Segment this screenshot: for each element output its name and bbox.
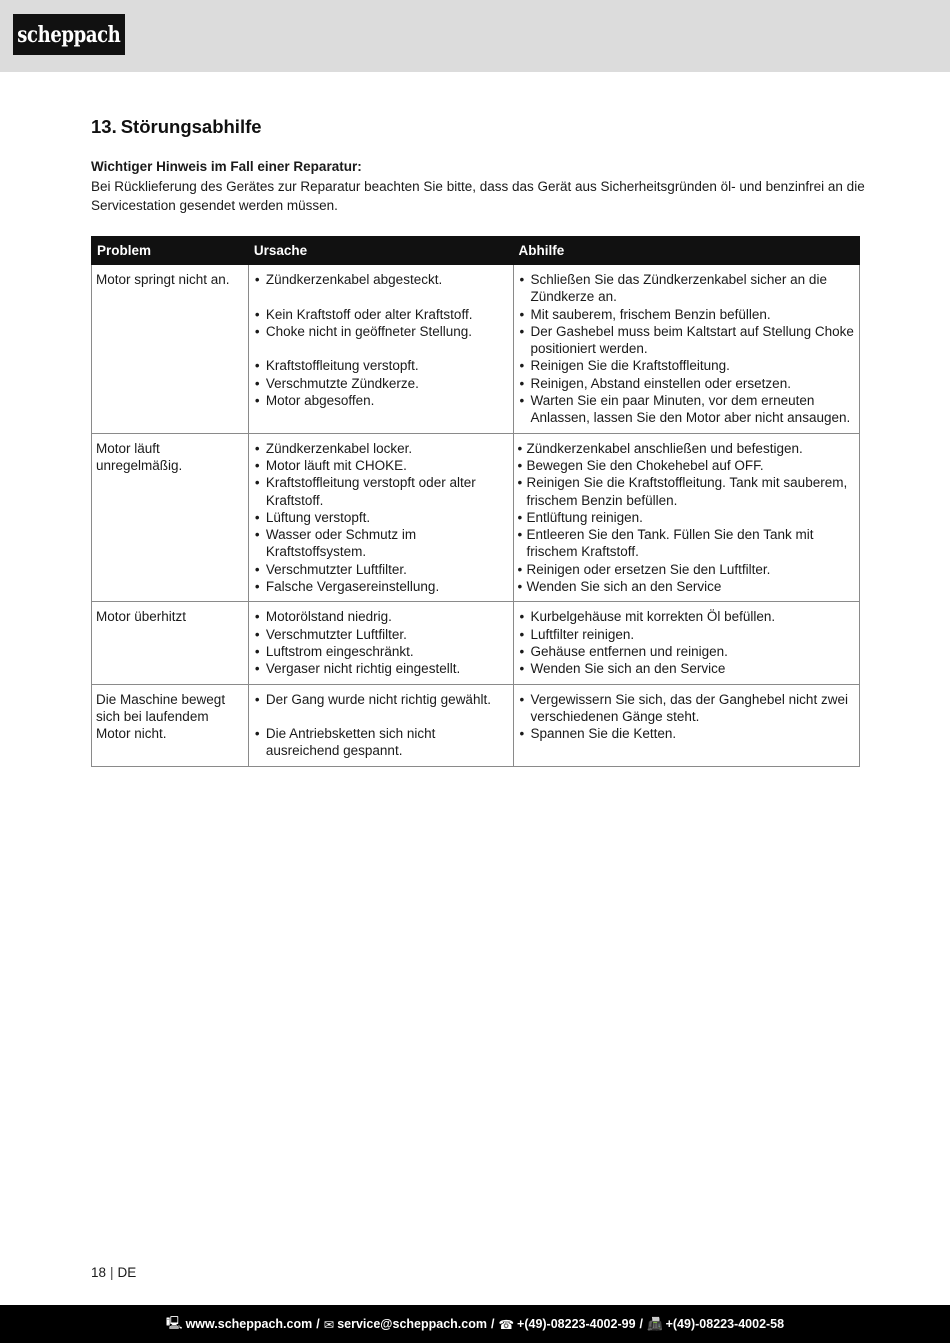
cause-item: • Die Antriebsketten sich nicht ausreichend gespannt. <box>253 725 509 760</box>
cause-item: • Luftstrom eingeschränkt. <box>253 643 509 660</box>
remedy-item: • Reinigen Sie die Kraftstoffleitung. Tank mit sauberem, frischem Benzin befüllen. <box>518 474 855 509</box>
troubleshooting-table <box>91 236 860 767</box>
remedy-item: • Reinigen oder ersetzen Sie den Luftfilter. <box>518 561 855 578</box>
table-row <box>92 602 860 684</box>
remedy-list <box>518 440 855 596</box>
problem-cell: Motor überhitzt <box>92 602 249 684</box>
cause-cell <box>248 265 513 434</box>
notice-heading: Wichtiger Hinweis im Fall einer Reparatur: <box>91 159 362 174</box>
footer-website[interactable]: www.scheppach.com <box>185 1317 313 1331</box>
section-title <box>91 116 262 138</box>
remedy-cell <box>513 602 859 684</box>
footer-divider: / <box>639 1317 644 1331</box>
logo-text: scheppach <box>17 21 121 48</box>
cause-item: • Wasser oder Schmutz im Kraftstoffsystem. <box>253 526 509 561</box>
page-language: DE <box>117 1265 137 1280</box>
footer-email[interactable]: service@scheppach.com <box>337 1317 487 1331</box>
header-cause: Ursache <box>248 237 513 265</box>
cause-item: • Choke nicht in geöffneter Stellung. <box>253 323 509 340</box>
cause-item: • Kraftstoffleitung verstopft. <box>253 357 509 374</box>
footer-fax: +(49)-08223-4002-58 <box>665 1317 785 1331</box>
computer-icon: 🖳 <box>165 1315 183 1330</box>
table-header-row <box>92 237 860 265</box>
cause-list <box>253 691 509 760</box>
remedy-item: • Reinigen, Abstand einstellen oder ersetzen. <box>518 375 855 392</box>
remedy-item: • Kurbelgehäuse mit korrekten Öl befüllen. <box>518 608 855 625</box>
remedy-item: • Zündkerzenkabel anschließen und befestigen. <box>518 440 855 457</box>
cause-list <box>253 271 509 409</box>
header-problem: Problem <box>92 237 249 265</box>
remedy-item: • Wenden Sie sich an den Service <box>518 660 855 677</box>
remedy-item: • Schließen Sie das Zündkerzenkabel sicher an die Zündkerze an. <box>518 271 855 306</box>
page-number <box>91 1265 136 1280</box>
page-number-value: 18 <box>91 1265 107 1280</box>
mail-icon: ✉ <box>323 1317 335 1332</box>
section-title-text: Störungsabhilfe <box>120 116 262 137</box>
cause-cell <box>248 684 513 766</box>
cause-cell <box>248 602 513 684</box>
remedy-cell <box>513 265 859 434</box>
footer-band <box>0 1305 950 1343</box>
remedy-item: • Gehäuse entfernen und reinigen. <box>518 643 855 660</box>
remedy-list <box>518 271 855 427</box>
cause-item: • Kraftstoffleitung verstopft oder alter Kraftstoff. <box>253 474 509 509</box>
cause-item: • Falsche Vergasereinstellung. <box>253 578 509 595</box>
remedy-list <box>518 691 855 743</box>
problem-cell: Motor läuft unregelmäßig. <box>92 433 249 602</box>
phone-icon: ☎ <box>498 1317 515 1332</box>
cause-list <box>253 608 509 677</box>
remedy-list <box>518 608 855 677</box>
remedy-item: • Entleeren Sie den Tank. Füllen Sie den Tank mit frischem Kraftstoff. <box>518 526 855 561</box>
remedy-cell <box>513 433 859 602</box>
remedy-item: • Vergewissern Sie sich, das der Ganghebel nicht zwei verschiedenen Gänge steht. <box>518 691 855 726</box>
fax-icon: 📠 <box>647 1316 663 1331</box>
remedy-item: • Luftfilter reinigen. <box>518 626 855 643</box>
cause-item: • Zündkerzenkabel abgesteckt. <box>253 271 509 288</box>
cause-item: • Verschmutzter Luftfilter. <box>253 626 509 643</box>
remedy-item: • Der Gashebel muss beim Kaltstart auf Stellung Choke positioniert werden. <box>518 323 855 358</box>
remedy-item: • Bewegen Sie den Chokehebel auf OFF. <box>518 457 855 474</box>
remedy-item: • Mit sauberem, frischem Benzin befüllen. <box>518 306 855 323</box>
footer-phone: +(49)-08223-4002-99 <box>517 1317 636 1331</box>
page-separator: | <box>110 1265 114 1280</box>
cause-item: • Der Gang wurde nicht richtig gewählt. <box>253 691 509 708</box>
header-remedy: Abhilfe <box>513 237 859 265</box>
cause-item: • Motor abgesoffen. <box>253 392 509 409</box>
cause-item: • Verschmutzte Zündkerze. <box>253 375 509 392</box>
cause-item: • Zündkerzenkabel locker. <box>253 440 509 457</box>
notice-body: Bei Rücklieferung des Gerätes zur Reparatur beachten Sie bitte, dass das Gerät aus Sicherheitsgründen öl- und benzinfrei an die Servicestation gesendet werden müssen. <box>91 179 865 213</box>
cause-item: • Kein Kraftstoff oder alter Kraftstoff. <box>253 306 509 323</box>
footer-divider: / <box>490 1317 495 1331</box>
header-band <box>0 0 950 72</box>
problem-cell: Motor springt nicht an. <box>92 265 249 434</box>
table-row <box>92 684 860 766</box>
table-row <box>92 433 860 602</box>
cause-item: • Lüftung verstopft. <box>253 509 509 526</box>
cause-item: • Motor läuft mit CHOKE. <box>253 457 509 474</box>
remedy-item: • Wenden Sie sich an den Service <box>518 578 855 595</box>
cause-cell <box>248 433 513 602</box>
remedy-item: • Entlüftung reinigen. <box>518 509 855 526</box>
section-number: 13. <box>91 116 117 137</box>
scheppach-logo <box>13 14 125 55</box>
problem-cell: Die Maschine bewegt sich bei laufendem Motor nicht. <box>92 684 249 766</box>
remedy-item: • Warten Sie ein paar Minuten, vor dem erneuten Anlassen, lassen Sie den Motor aber nicht ansaugen. <box>518 392 855 427</box>
remedy-cell <box>513 684 859 766</box>
remedy-item: • Spannen Sie die Ketten. <box>518 725 855 742</box>
cause-list <box>253 440 509 596</box>
remedy-item: • Reinigen Sie die Kraftstoffleitung. <box>518 357 855 374</box>
footer-divider: / <box>316 1317 320 1331</box>
cause-item: • Vergaser nicht richtig eingestellt. <box>253 660 509 677</box>
table-body <box>92 265 860 767</box>
table-row <box>92 265 860 434</box>
cause-item: • Verschmutzter Luftfilter. <box>253 561 509 578</box>
cause-item: • Motorölstand niedrig. <box>253 608 509 625</box>
